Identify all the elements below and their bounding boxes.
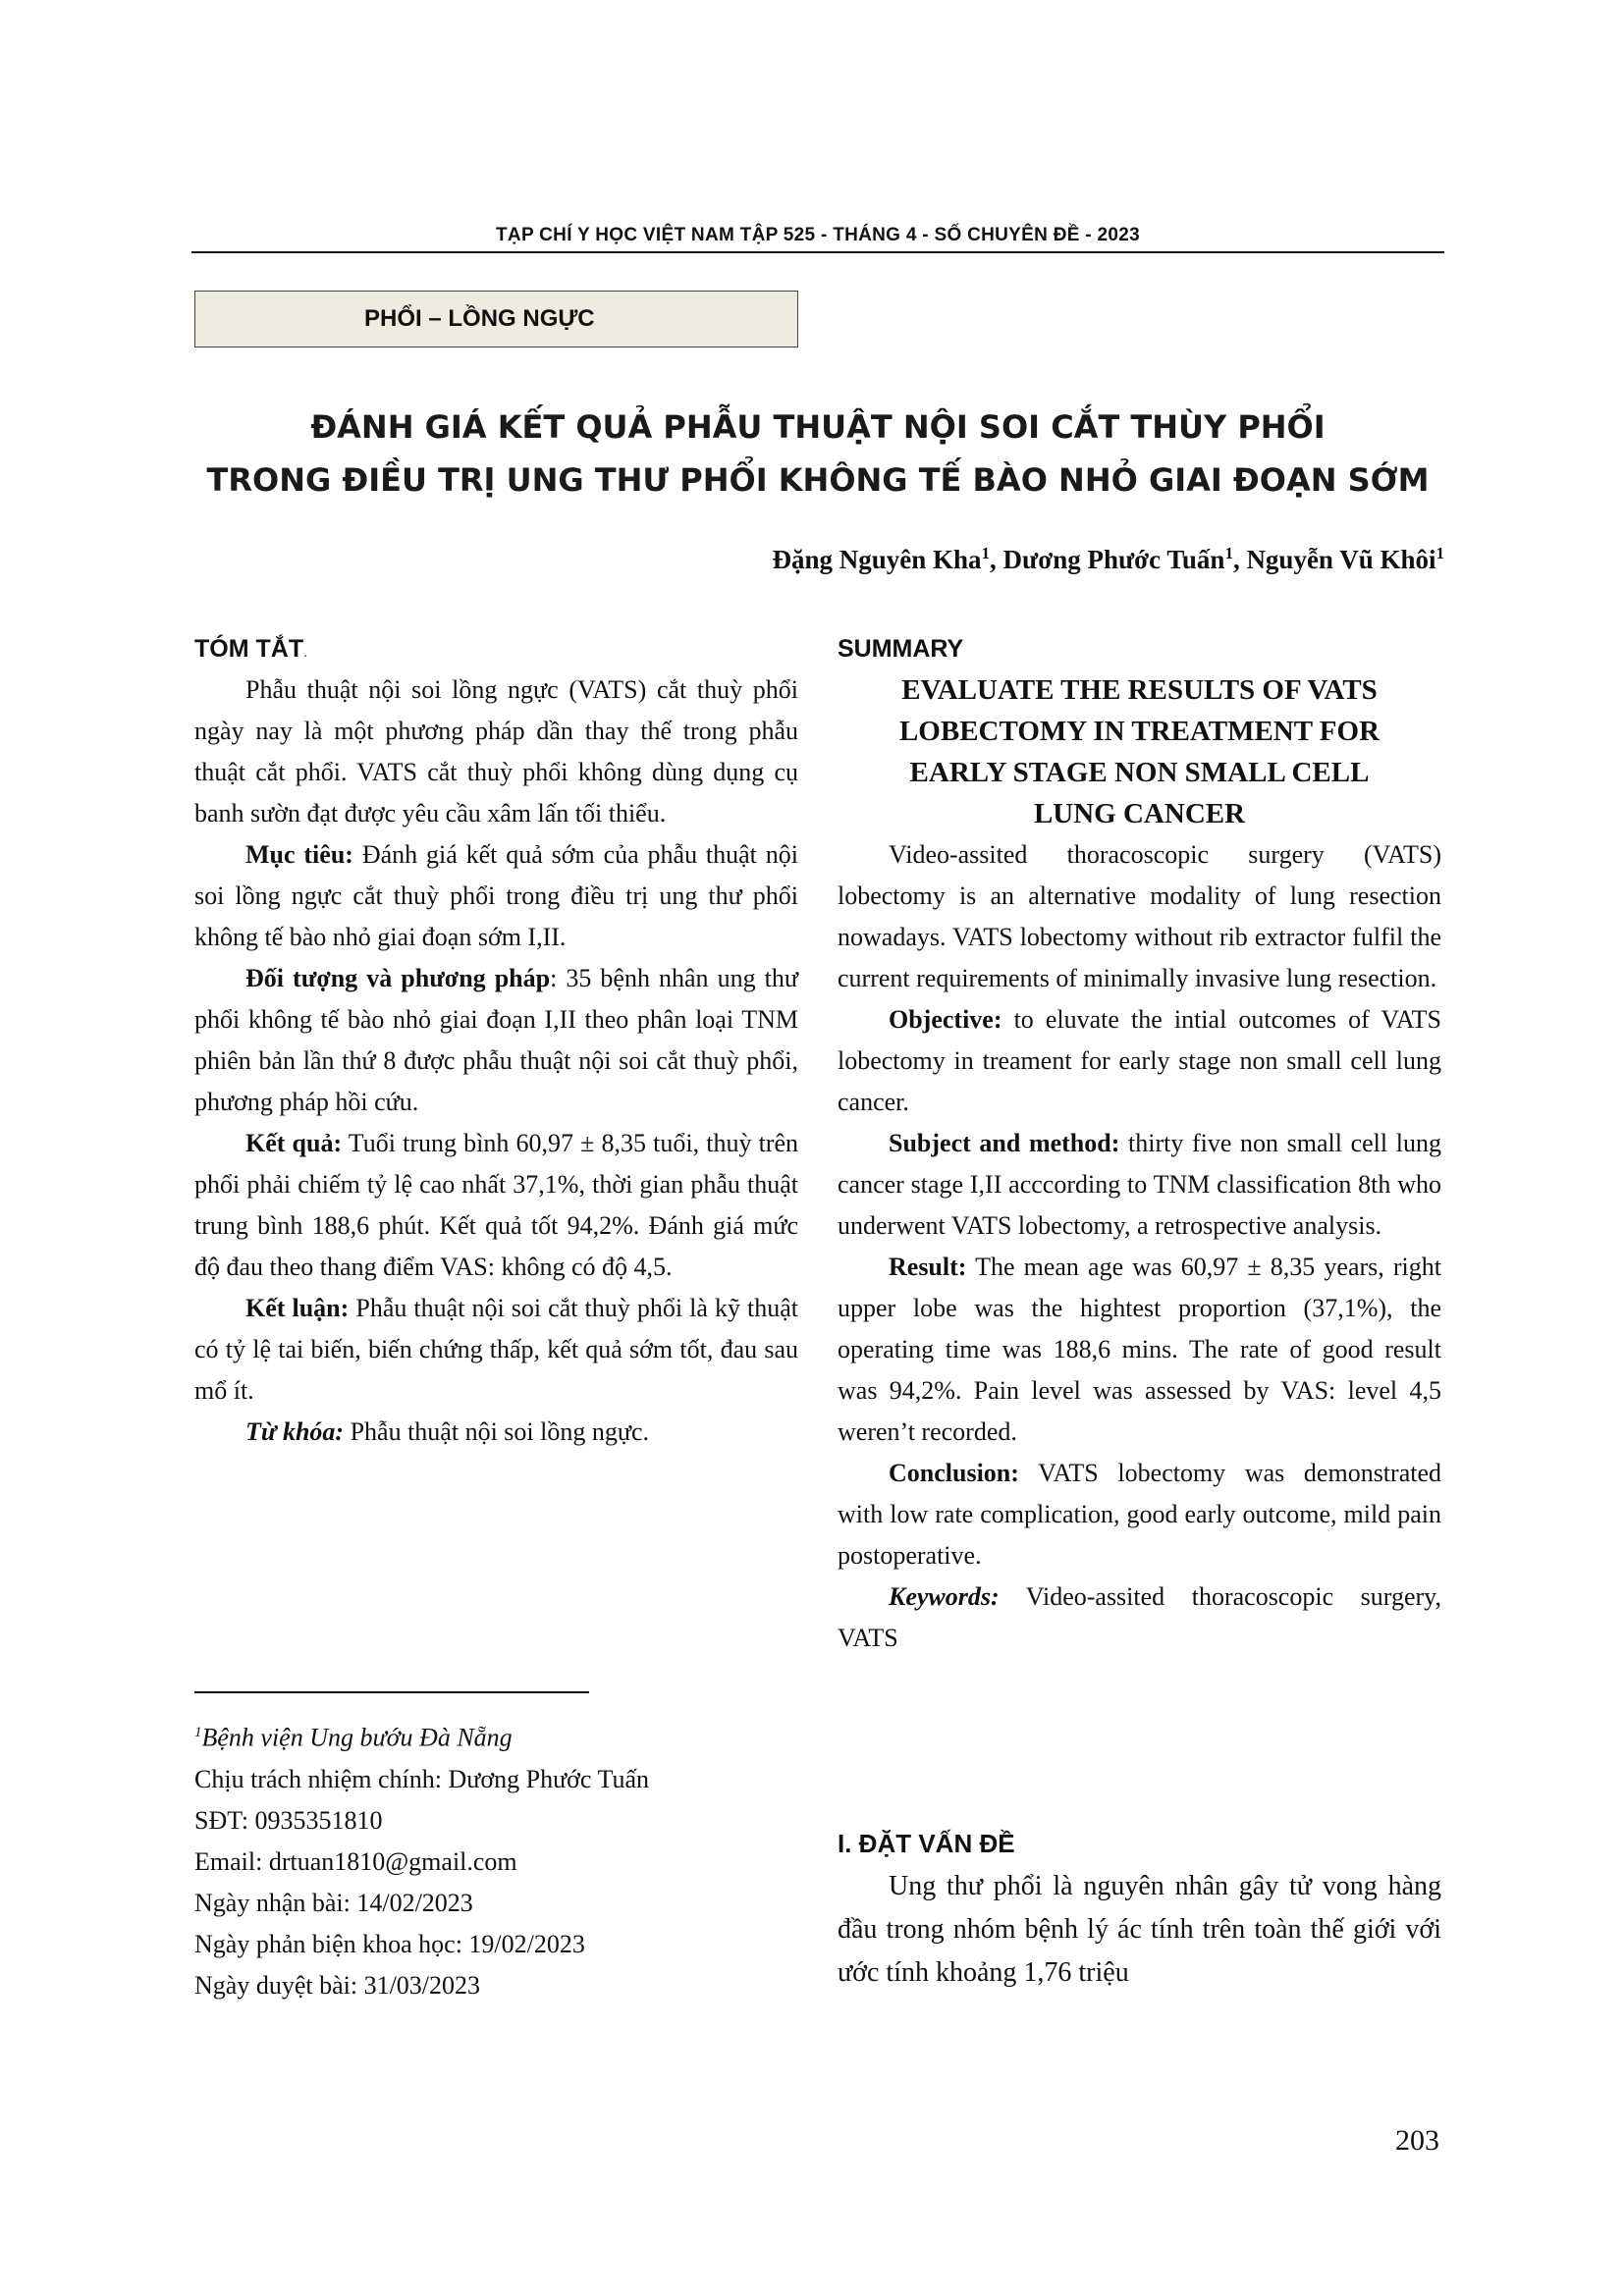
approved-date: Ngày duyệt bài: 31/03/2023 [194,1970,481,2000]
english-title-line: EARLY STAGE NON SMALL CELL [909,757,1370,788]
section-introduction [838,1822,1441,1995]
section-text: Ung thư phổi là nguyên nhân gây tử vong hàng đầu trong nhóm bệnh lý ác tính trên toàn thế giới với ước tính khoảng 1,76 triệu [838,1871,1441,1988]
keywords-text: Phẫu thuật nội soi lồng ngực. [344,1417,649,1446]
objective-text: to eluvate the intial outcomes of VATS lobectomy in treament for early stage non small cell lung cancer. [838,1005,1441,1116]
method-label: Đối tượng và phương pháp [245,964,551,992]
english-title [838,669,1441,834]
abstract-heading-mark: . [303,644,307,660]
summary-result [838,1247,1441,1453]
english-title-line: EVALUATE THE RESULTS OF VATS [901,674,1378,706]
keywords-label: Từ khóa: [245,1417,345,1446]
header-rule [191,251,1444,253]
method-text: : 35 bệnh nhân ung thư phổi không tế bào nhỏ giai đoạn I,II theo phân loại TNM phiên bản lần thứ 8 được phẫu thuật nội soi cắt thuỳ phổi, phương pháp hồi cứu. [194,964,798,1116]
article-title [191,400,1444,507]
affiliation: Bệnh viện Ung bướu Đà Nẵng [201,1723,513,1752]
summary-keywords [838,1576,1441,1659]
objective-label: Mục tiêu: [245,840,353,869]
footnotes [194,1712,798,2006]
affiliation-mark: 1 [194,1725,202,1740]
summary-objective [838,999,1441,1123]
author-separator: , [990,545,1003,574]
summary-heading: SUMMARY [838,635,964,663]
author-list [773,544,1445,575]
abstract-keywords [194,1412,798,1453]
abstract-method [194,958,798,1123]
english-title-line: LUNG CANCER [1033,798,1246,829]
keywords-label: Keywords: [889,1582,1000,1611]
conclusion-label: Kết luận: [245,1294,350,1322]
summary-conclusion [838,1453,1441,1576]
section-heading: I. ĐẶT VẤN ĐỀ [838,1829,1015,1858]
author-affiliation-mark: 1 [1435,544,1444,562]
phone: SĐT: 0935351810 [194,1805,383,1835]
abstract-vietnamese [194,628,798,1453]
method-text: thirty five non small cell lung cancer stage I,II acccording to TNM classification 8th who underwent VATS lobectomy, a retrospective analysis. [838,1129,1441,1240]
title-line-1: ĐÁNH GIÁ KẾT QUẢ PHẪU THUẬT NỘI SOI CẮT THÙY PHỔI [310,408,1326,446]
objective-text: Đánh giá kết quả sớm của phẫu thuật nội soi lồng ngực cắt thuỳ phổi trong điều trị ung thư phổi không tế bào nhỏ giai đoạn sớm I,II. [194,840,798,951]
abstract-conclusion [194,1288,798,1412]
result-label: Kết quả: [245,1129,343,1157]
author-affiliation-mark: 1 [1224,544,1233,562]
reviewed-date: Ngày phản biện khoa học: 19/02/2023 [194,1929,585,1958]
author-name: Dương Phước Tuấn [1002,545,1225,574]
conclusion-label: Conclusion: [889,1459,1019,1487]
keywords-text: Video-assited thoracoscopic surgery, VATS [838,1582,1441,1652]
author-affiliation-mark: 1 [981,544,991,562]
conclusion-text: Phẫu thuật nội soi cắt thuỳ phổi là kỹ thuật có tỷ lệ tai biến, biến chứng thấp, kết quả sớm tốt, đau sau mổ ít. [194,1294,798,1405]
running-header: TẠP CHÍ Y HỌC VIỆT NAM TẬP 525 - THÁNG 4 - SỐ CHUYÊN ĐỀ - 2023 [496,225,1140,245]
section-label: PHỔI – LỒNG NGỰC [364,305,595,332]
received-date: Ngày nhận bài: 14/02/2023 [194,1888,473,1917]
summary-method [838,1123,1441,1247]
author-name: Đặng Nguyên Kha [772,545,982,574]
result-label: Result: [889,1253,967,1281]
abstract-objective [194,834,798,958]
title-line-2: TRONG ĐIỀU TRỊ UNG THƯ PHỔI KHÔNG TẾ BÀO NHỎ GIAI ĐOẠN SỚM [206,461,1430,499]
affiliation-note [194,1712,798,1759]
summary-intro: Video-assited thoracoscopic surgery (VATS) lobectomy is an alternative modality of lung resection nowadays. VATS lobectomy without rib extractor fulfil the current requirements of minimally invasive lung resection. [838,840,1441,992]
abstract-result [194,1123,798,1288]
abstract-heading-text: TÓM TẮT [194,635,304,663]
author-separator: , [1232,545,1247,574]
email: Email: drtuan1810@gmail.com [194,1846,517,1876]
footnote-rule [194,1691,589,1693]
abstract-heading [194,628,798,669]
abstract-english [838,628,1441,1659]
abstract-intro: Phẫu thuật nội soi lồng ngực (VATS) cắt thuỳ phổi ngày nay là một phương pháp dần thay thế trong phẫu thuật cắt phổi. VATS cắt thuỳ phổi không dùng dụng cụ banh sườn đạt được yêu cầu xâm lấn tối thiểu. [194,675,798,828]
result-text: Tuổi trung bình 60,97 ± 8,35 tuổi, thuỳ trên phổi phải chiếm tỷ lệ cao nhất 37,1%, thời gian phẫu thuật trung bình 188,6 phút. Kết quả tốt 94,2%. Đánh giá mức độ đau theo thang điểm VAS: không có độ 4,5. [194,1129,798,1281]
method-label: Subject and method: [889,1129,1120,1157]
responsible-author: Chịu trách nhiệm chính: Dương Phước Tuấn [194,1764,649,1793]
conclusion-text: VATS lobectomy was demonstrated with low rate complication, good early outcome, mild pain postoperative. [838,1459,1441,1570]
page-number: 203 [1395,2124,1439,2157]
author-name: Nguyễn Vũ Khôi [1246,545,1436,574]
section-label-box [194,291,798,347]
english-title-line: LOBECTOMY IN TREATMENT FOR [898,716,1380,747]
result-text: The mean age was 60,97 ± 8,35 years, right upper lobe was the hightest proportion (37,1%), the operating time was 188,6 mins. The rate of good result was 94,2%. Pain level was assessed by VAS: level 4,5 weren’t recorded. [838,1253,1441,1446]
objective-label: Objective: [889,1005,1002,1034]
